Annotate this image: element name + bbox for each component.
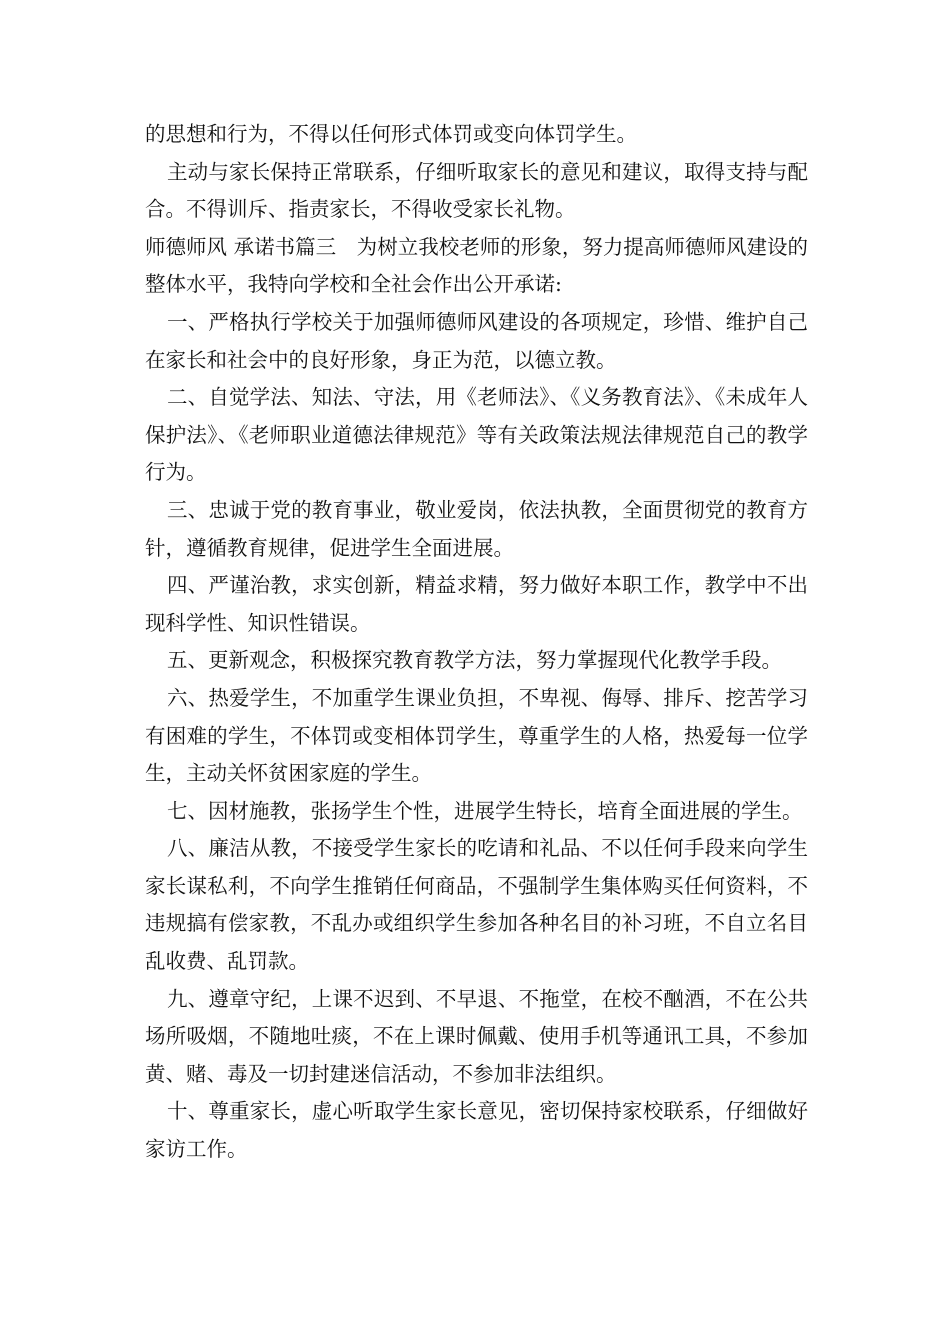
- paragraph-item-2: 二、自觉学法、知法、守法，用《老师法》、《义务教育法》、《未成年人保护法》、《老师职业道德法律规范》等有关政策法规法律规范自己的教学行为。: [145, 385, 808, 485]
- paragraph-item-6: 六、热爱学生，不加重学生课业负担，不卑视、侮辱、排斥、挖苦学习有困难的学生，不体罚或变相体罚学生，尊重学生的人格，热爱每一位学生，主动关怀贫困家庭的学生。: [145, 685, 808, 786]
- paragraph-item-9: 九、遵章守纪，上课不迟到、不早退、不拖堂，在校不酗酒，不在公共场所吸烟，不随地吐痰，不在上课时佩戴、使用手机等通讯工具，不参加黄、赌、毒及一切封建迷信活动，不参加非法组织。: [145, 986, 808, 1086]
- paragraph-parent-contact: 主动与家长保持正常联系，仔细听取家长的意见和建议，取得支持与配合。不得训斥、指责家长，不得收受家长礼物。: [145, 159, 808, 222]
- paragraph-item-7: 七、因材施教，张扬学生个性，进展学生特长，培育全面进展的学生。: [167, 798, 803, 823]
- paragraph-item-4: 四、严谨治教，求实创新，精益求精，努力做好本职工作，教学中不出现科学性、知识性错误。: [145, 573, 808, 635]
- paragraph-item-8: 八、廉洁从教，不接受学生家长的吃请和礼品、不以任何手段来向学生家长谋私利，不向学生推销任何商品，不强制学生集体购买任何资料，不违规搞有偿家教，不乱办或组织学生参加各种名目的补习班，不自立名目乱收费、乱罚款。: [145, 836, 808, 974]
- paragraph-item-10: 十、尊重家长，虚心听取学生家长意见，密切保持家校联系，仔细做好家访工作。: [145, 1099, 808, 1162]
- paragraph-item-3: 三、忠诚于党的教育事业，敬业爱岗，依法执教，全面贯彻党的教育方针，遵循教育规律，促进学生全面进展。: [145, 497, 808, 560]
- paragraph-continuation: 的思想和行为，不得以任何形式体罚或变向体罚学生。: [145, 122, 637, 146]
- paragraph-section-three-intro: 师德师风 承诺书篇三 为树立我校老师的形象，努力提高师德师风建设的整体水平，我特向学校和全社会作出公开承诺:: [145, 234, 808, 297]
- document-page: [145, 116, 808, 1169]
- paragraph-item-5: 五、更新观念，积极探究教育教学方法，努力掌握现代化教学手段。: [167, 648, 782, 673]
- paragraph-item-1: 一、严格执行学校关于加强师德师风建设的各项规定，珍惜、维护自己在家长和社会中的良好形象，身正为范，以德立教。: [145, 309, 808, 372]
